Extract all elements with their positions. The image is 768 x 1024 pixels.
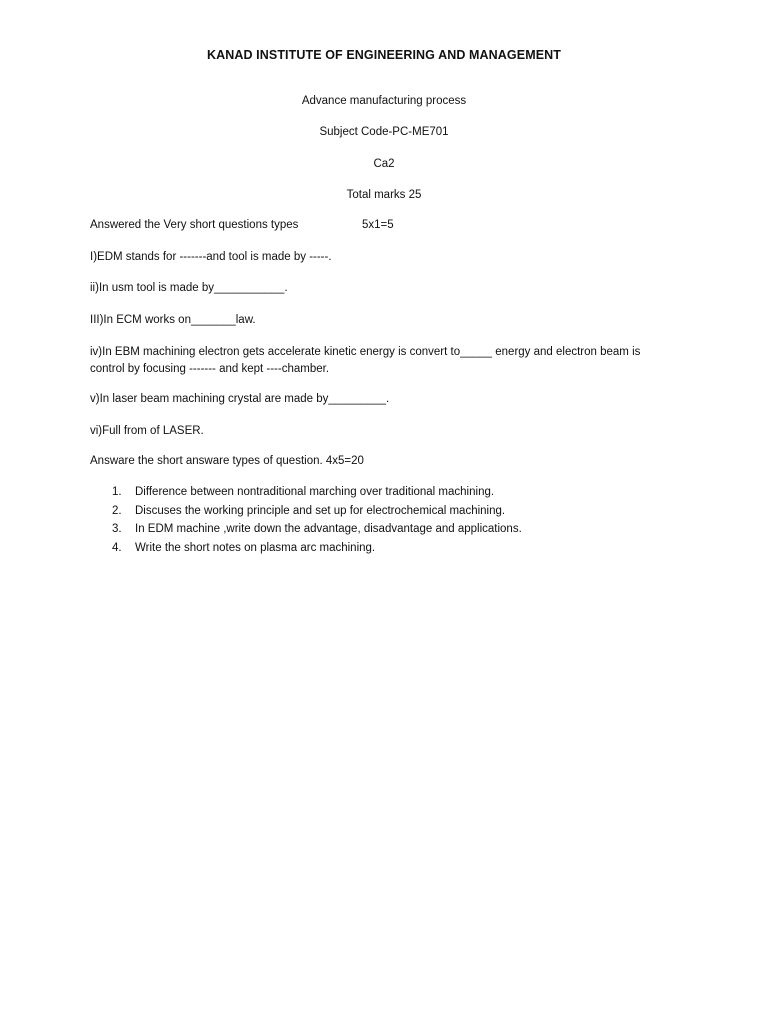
list-item-text: Discuses the working principle and set up for electrochemical machining. [135,504,506,517]
list-item [112,504,672,523]
list-item [112,522,672,541]
question-v: v)In laser beam machining crystal are made by_________. [90,393,390,405]
subject-code: Subject Code-PC-ME701 [319,126,449,138]
list-item-number: 4. [112,541,122,554]
list-item-number: 3. [112,523,122,535]
list-item-text: In EDM machine ,write down the advantage, disadvantage and applications. [135,523,522,535]
section-a-marks: 5x1=5 [362,219,394,231]
list-item-number: 2. [112,504,122,517]
list-item-text: Write the short notes on plasma arc machining. [135,541,376,554]
question-iv: iv)In EBM machining electron gets accelerate kinetic energy is convert to_____ energy and electron beam is control by focusing ------- and kept ----chamber. [90,346,641,375]
section-a-instruction: Answered the Very short questions types [90,219,299,231]
question-vi: vi)Full from of LASER. [90,425,204,437]
list-item-number: 1. [112,486,122,498]
section-b-question-list [112,485,672,559]
question-ii: ii)In usm tool is made by___________. [90,282,288,294]
subject-name: Advance manufacturing process [301,95,467,107]
list-item [112,541,672,560]
assessment-label: Ca2 [373,158,395,170]
list-item [112,485,672,504]
question-i: I)EDM stands for -------and tool is made by -----. [90,251,332,263]
institute-title: KANAD INSTITUTE OF ENGINEERING AND MANAGEMENT [206,48,562,62]
list-item-text: Difference between nontraditional marching over traditional machining. [135,486,495,498]
question-iii: III)In ECM works on_______law. [90,314,256,326]
section-b-heading: Answare the short answare types of question. 4x5=20 [90,455,364,467]
total-marks: Total marks 25 [346,189,422,201]
section-a-heading [90,218,690,232]
